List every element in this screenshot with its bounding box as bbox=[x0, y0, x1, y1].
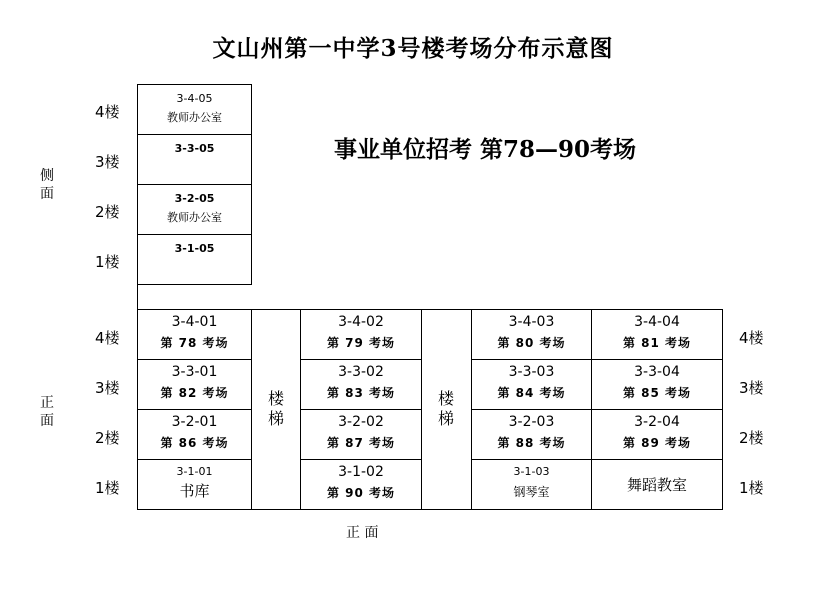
room-code: 3-3-05 bbox=[174, 142, 215, 155]
exam-label: 第 84 考场 bbox=[497, 386, 566, 400]
front-label-char: 正 bbox=[40, 395, 54, 411]
room-note: 教师办公室 bbox=[167, 111, 222, 124]
divider bbox=[137, 359, 252, 360]
room-cell bbox=[137, 465, 252, 500]
stairs-label bbox=[437, 389, 455, 429]
room-code: 3-2-05 bbox=[174, 192, 215, 205]
room-code: 3-4-03 bbox=[508, 314, 555, 330]
room-cell bbox=[591, 476, 723, 494]
room-cell bbox=[591, 364, 723, 401]
room-code: 3-4-05 bbox=[176, 92, 213, 105]
room-code: 3-4-04 bbox=[634, 314, 680, 330]
room-note: 教师办公室 bbox=[167, 211, 222, 224]
exam-label: 第 80 考场 bbox=[497, 336, 566, 350]
exam-label: 第 78 考场 bbox=[160, 336, 229, 350]
stairs-label bbox=[267, 389, 285, 429]
room-note: 书库 bbox=[179, 482, 210, 500]
divider bbox=[471, 359, 723, 360]
exam-label: 第 86 考场 bbox=[160, 436, 229, 450]
stairs-char: 楼 bbox=[437, 389, 454, 408]
room-code: 3-1-05 bbox=[174, 242, 215, 255]
front-label-bottom: 正 面 bbox=[346, 525, 379, 541]
side-label-char: 侧 bbox=[40, 168, 54, 184]
floor-label: 1楼 bbox=[95, 253, 120, 271]
exam-label: 第 83 考场 bbox=[326, 386, 396, 400]
exam-label: 第 81 考场 bbox=[622, 336, 692, 350]
stairs-char: 梯 bbox=[437, 409, 454, 428]
room-cell bbox=[137, 364, 252, 401]
side-label-char: 面 bbox=[40, 186, 54, 202]
room-note: 舞蹈教室 bbox=[626, 476, 687, 494]
stairs-char: 楼 bbox=[267, 389, 284, 408]
room-cell bbox=[137, 414, 252, 451]
floor-label: 2楼 bbox=[739, 429, 764, 447]
stairs-char: 梯 bbox=[267, 409, 284, 428]
exam-label: 第 85 考场 bbox=[622, 386, 692, 400]
room-cell bbox=[300, 364, 422, 401]
room-code: 3-4-01 bbox=[171, 314, 218, 330]
exam-label: 第 79 考场 bbox=[326, 336, 396, 350]
room-cell bbox=[300, 314, 422, 351]
divider bbox=[137, 459, 252, 460]
room-note: 钢琴室 bbox=[513, 485, 550, 499]
room-cell bbox=[137, 234, 252, 285]
room-cell bbox=[471, 414, 592, 451]
room-cell bbox=[137, 84, 252, 135]
room-cell bbox=[137, 184, 252, 235]
divider bbox=[300, 409, 422, 410]
floor-label: 3楼 bbox=[95, 379, 120, 397]
room-code: 3-3-01 bbox=[171, 364, 218, 380]
floor-label: 1楼 bbox=[739, 479, 764, 497]
room-cell bbox=[137, 314, 252, 351]
connector-line bbox=[137, 284, 138, 310]
room-code: 3-3-03 bbox=[508, 364, 555, 380]
room-code: 3-1-02 bbox=[338, 464, 384, 480]
page-title: 文山州第一中学3号楼考场分布示意图 bbox=[212, 35, 614, 62]
divider bbox=[471, 409, 723, 410]
exam-label: 第 82 考场 bbox=[160, 386, 229, 400]
divider bbox=[300, 359, 422, 360]
floor-label: 3楼 bbox=[739, 379, 764, 397]
room-code: 3-2-02 bbox=[338, 414, 384, 430]
room-code: 3-2-03 bbox=[508, 414, 555, 430]
floor-label: 4楼 bbox=[95, 329, 120, 347]
front-label-char: 面 bbox=[40, 413, 54, 429]
room-code: 3-3-02 bbox=[338, 364, 384, 380]
floor-label: 4楼 bbox=[95, 103, 120, 121]
room-cell bbox=[471, 364, 592, 401]
exam-label: 第 87 考场 bbox=[326, 436, 396, 450]
room-code: 3-2-01 bbox=[171, 414, 218, 430]
floor-label: 4楼 bbox=[739, 329, 764, 347]
exam-label: 第 88 考场 bbox=[497, 436, 566, 450]
room-code: 3-1-01 bbox=[176, 465, 213, 478]
room-cell bbox=[591, 314, 723, 351]
exam-label: 第 90 考场 bbox=[326, 486, 396, 500]
room-cell bbox=[471, 314, 592, 351]
room-code: 3-1-03 bbox=[513, 465, 550, 478]
divider bbox=[137, 409, 252, 410]
room-cell bbox=[591, 414, 723, 451]
divider bbox=[300, 459, 422, 460]
divider bbox=[471, 459, 723, 460]
room-cell bbox=[300, 464, 422, 501]
floor-label: 3楼 bbox=[95, 153, 120, 171]
front-label-left bbox=[39, 394, 55, 430]
side-label bbox=[39, 167, 55, 203]
room-cell bbox=[300, 414, 422, 451]
room-code: 3-4-02 bbox=[338, 314, 384, 330]
exam-label: 第 89 考场 bbox=[622, 436, 692, 450]
floor-label: 2楼 bbox=[95, 429, 120, 447]
room-cell bbox=[471, 465, 592, 499]
room-cell bbox=[137, 134, 252, 185]
room-code: 3-3-04 bbox=[634, 364, 680, 380]
room-code: 3-2-04 bbox=[634, 414, 680, 430]
floor-label: 1楼 bbox=[95, 479, 120, 497]
floor-label: 2楼 bbox=[95, 203, 120, 221]
exam-subtitle: 事业单位招考 第78—90考场 bbox=[334, 136, 637, 163]
